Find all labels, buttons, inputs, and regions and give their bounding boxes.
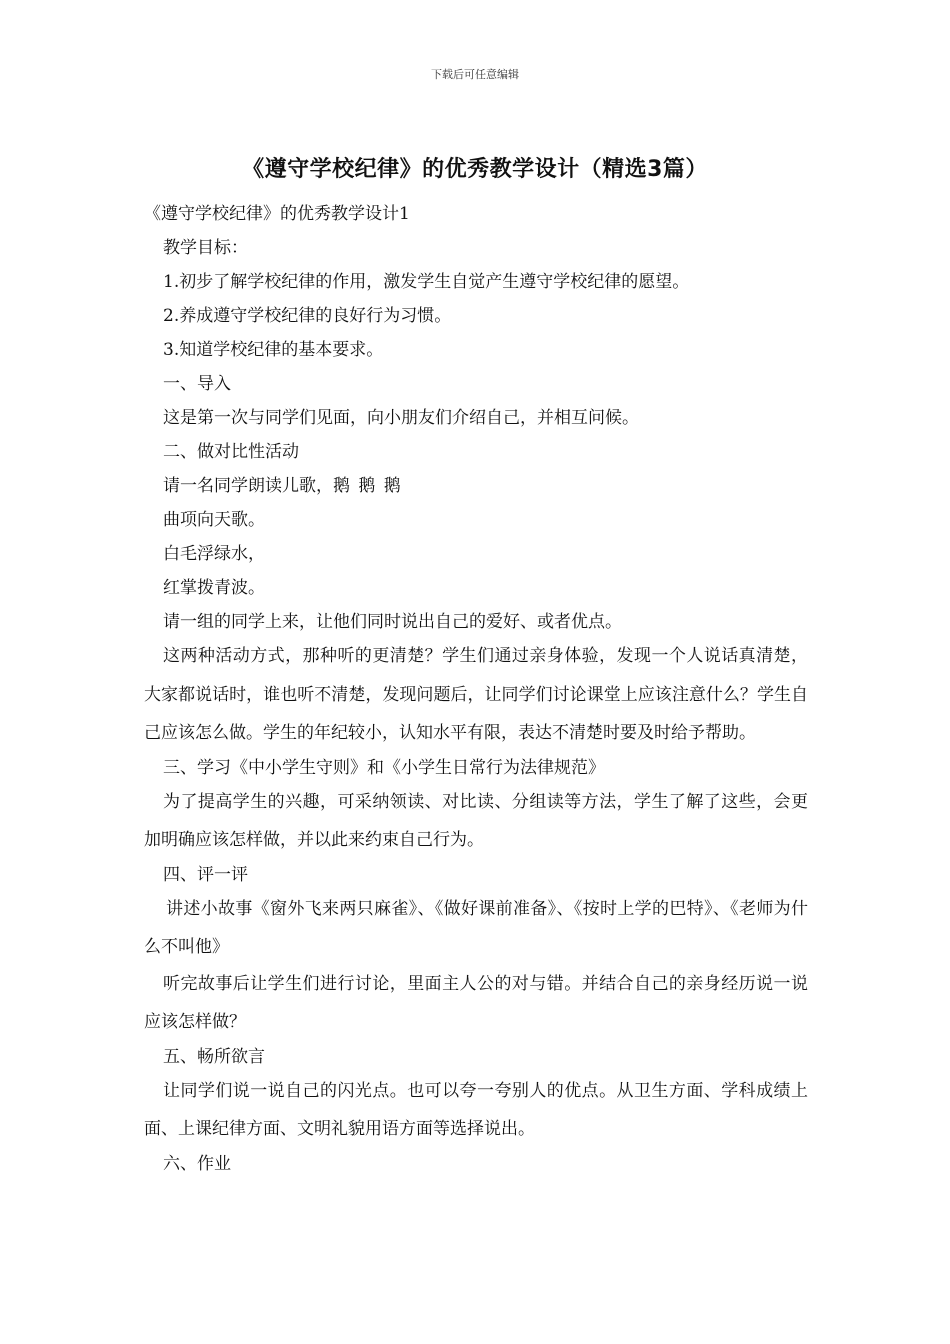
paragraph: 2.养成遵守学校纪律的良好行为习惯。 xyxy=(163,306,452,326)
header-note: 下载后可任意编辑 xyxy=(431,68,519,81)
paragraph: 三、学习《中小学生守则》和《小学生日常行为法律规范》 xyxy=(163,757,605,778)
paragraph: 听完故事后让学生们进行讨论，里面主人公的对与错。并结合自己的亲身经历说一说应该怎样做？ xyxy=(144,973,808,1032)
paragraph: 教学目标： xyxy=(163,238,248,258)
paragraph: 这两种活动方式，那种听的更清楚？学生们通过亲身体验，发现一个人说话真清楚，大家都说话时，谁也听不清楚，发现问题后，让同学们讨论课堂上应该注意什么？学生自己应该怎么做。学生的年纪较小，认知水平有限，表达不清楚时要及时给予帮助。 xyxy=(144,646,808,743)
document-title: 《遵守学校纪律》的优秀教学设计（精选3篇） xyxy=(242,157,708,182)
paragraph: 这是第一次与同学们见面，向小朋友们介绍自己，并相互问候。 xyxy=(163,408,639,428)
paragraph: 红掌拨青波。 xyxy=(163,578,265,598)
paragraph: 让同学们说一说自己的闪光点。也可以夸一夸别人的优点。从卫生方面、学科成绩上面、上课纪律方面、文明礼貌用语方面等选择说出。 xyxy=(144,1080,808,1139)
paragraph: 请一名同学朗读儿歌，鹅 鹅 鹅 xyxy=(163,476,401,496)
paragraph: 曲项向天歌。 xyxy=(163,510,265,530)
paragraph: 3.知道学校纪律的基本要求。 xyxy=(163,340,384,360)
paragraph: 白毛浮绿水， xyxy=(163,544,265,564)
paragraph: 六、作业 xyxy=(163,1153,231,1174)
paragraph: 请一组的同学上来，让他们同时说出自己的爱好、或者优点。 xyxy=(163,612,622,632)
paragraph: 1.初步了解学校纪律的作用，激发学生自觉产生遵守学校纪律的愿望。 xyxy=(163,272,690,292)
paragraph: 为了提高学生的兴趣，可采纳领读、对比读、分组读等方法，学生了解了这些，会更加明确应该怎样做，并以此来约束自己行为。 xyxy=(144,791,808,850)
document-body xyxy=(144,197,808,1181)
paragraph: 二、做对比性活动 xyxy=(163,442,299,462)
paragraph: 一、导入 xyxy=(163,374,231,394)
section-heading: 《遵守学校纪律》的优秀教学设计1 xyxy=(144,204,410,224)
paragraph: 五、畅所欲言 xyxy=(163,1046,265,1067)
paragraph: 讲述小故事《窗外飞来两只麻雀》、《做好课前准备》、《按时上学的巴特》、《老师为什么不叫他》 xyxy=(144,898,808,957)
paragraph: 四、评一评 xyxy=(163,864,248,885)
